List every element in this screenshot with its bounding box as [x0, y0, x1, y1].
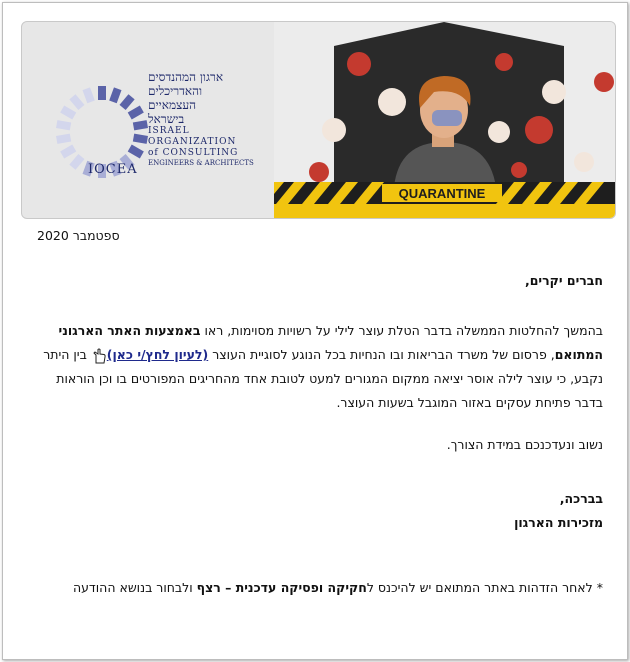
header-banner: [21, 21, 616, 219]
quarantine-illustration-icon: [274, 22, 615, 218]
email-frame: [2, 2, 628, 660]
logo-english-line-3: of CONSULTING: [148, 148, 239, 158]
logo-english-line-4: ENGINEERS & ARCHITECTS: [148, 159, 254, 167]
paragraph-text-2: , פרסום של משרד הבריאות ובו הנחיות בכל הנוגע לסוגיית העוצר: [208, 347, 555, 362]
footnote-text-2: ולבחור בנושא ההודעה: [72, 580, 197, 595]
signature-block: [38, 487, 603, 535]
greeting: חברים יקרים,: [524, 273, 603, 288]
paragraph-text-1: בהמשך להחלטות הממשלה בדבר הטלת עוצר לילי על רשויות מסוימות, ראו: [200, 323, 603, 338]
logo-hebrew-line-1: ארגון המהנדסים: [148, 70, 224, 84]
footnote: [38, 580, 603, 595]
logo-text-block: [148, 70, 258, 168]
main-paragraph: [38, 319, 603, 415]
details-link[interactable]: (לעיון לחץ/י כאן): [106, 347, 209, 362]
logo-hebrew-line-4: בישראל: [148, 112, 185, 126]
logo-english-line-2: ORGANIZATION: [148, 137, 237, 147]
footnote-text-1: * לאחר הזדהות באתר המתואם יש להיכנס ל: [366, 580, 603, 595]
update-line: נשוב ונעדכנכם במידת הצורך.: [446, 437, 603, 452]
logo-hebrew-line-3: העצמאיים: [148, 98, 197, 112]
paragraph-bold-1: באמצעות האתר הארגוני המתואם: [58, 323, 603, 362]
logo-hebrew-line-2: והאדריכלים: [148, 84, 203, 98]
logo-acronym: IOCEA: [88, 162, 138, 177]
signature-name: מזכירות הארגון: [514, 515, 603, 530]
signature-closing: בברכה,: [559, 491, 603, 506]
logo-english-line-1: ISRAEL: [148, 126, 190, 136]
date-line: ספטמבר 2020: [37, 228, 120, 243]
paragraph-text-3: בין היתר נקבע, כי עוצר לילה אוסר יציאה ממקום המגורים למעט לטובת אחד מהחריגים המפורטים בו וכן הוראות בדבר פתיחת עסקים באזור המוגבל בשעות העוצר.: [43, 347, 603, 410]
footnote-bold: חקיקה ופסיקה עדכנית – רצף: [196, 580, 367, 595]
pointer-hand-icon: [91, 348, 107, 364]
quarantine-label: QUARANTINE: [398, 186, 486, 201]
